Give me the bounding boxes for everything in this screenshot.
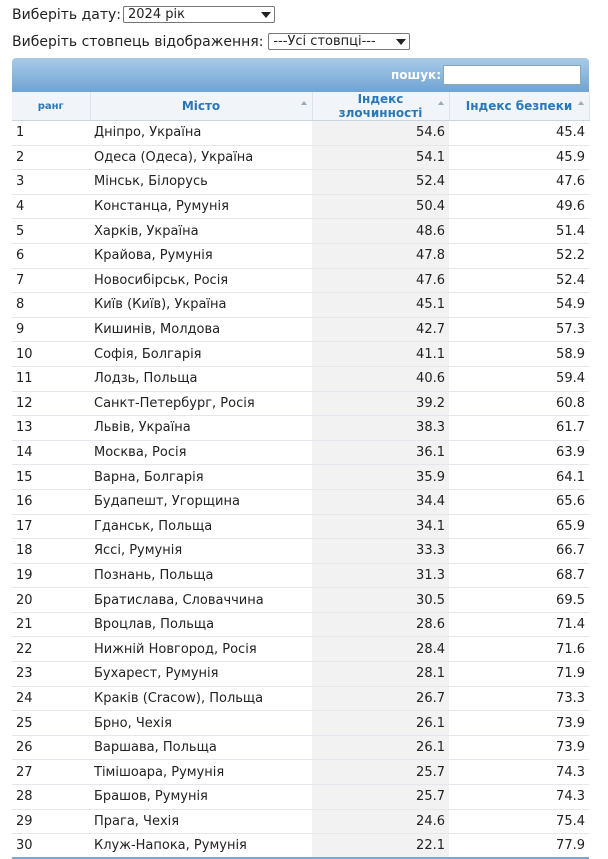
- crime-index-cell: 25.7: [312, 760, 449, 785]
- table-row: [12, 243, 589, 268]
- safety-index-cell: 49.6: [449, 194, 589, 219]
- rank-cell: 25: [12, 711, 90, 736]
- table-row: [12, 465, 589, 490]
- column-label: Виберіть стовпець відображення:: [12, 33, 264, 50]
- date-row: [12, 4, 596, 25]
- crime-index-cell: 52.4: [312, 170, 449, 195]
- safety-index-cell: 69.5: [449, 588, 589, 613]
- crime-index-cell: 26.7: [312, 686, 449, 711]
- safety-index-cell: 75.4: [449, 809, 589, 834]
- table-row: [12, 366, 589, 391]
- rank-cell: 12: [12, 391, 90, 416]
- table-row: [12, 809, 589, 834]
- safety-index-cell: 71.4: [449, 612, 589, 637]
- rank-cell: 29: [12, 809, 90, 834]
- safety-index-cell: 65.9: [449, 514, 589, 539]
- search-bar: [12, 58, 589, 92]
- crime-index-cell: 24.6: [312, 809, 449, 834]
- chevron-down-icon: [261, 12, 271, 18]
- rank-cell: 30: [12, 834, 90, 859]
- safety-index-cell: 71.6: [449, 637, 589, 662]
- rank-cell: 3: [12, 170, 90, 195]
- safety-index-cell: 60.8: [449, 391, 589, 416]
- rank-cell: 19: [12, 563, 90, 588]
- crime-index-cell: 54.1: [312, 145, 449, 170]
- safety-index-cell: 51.4: [449, 219, 589, 244]
- city-cell: Клуж-Напока, Румунія: [90, 834, 312, 859]
- crime-index-cell: 54.6: [312, 121, 449, 146]
- safety-index-cell: 57.3: [449, 317, 589, 342]
- crime-index-cell: 47.8: [312, 243, 449, 268]
- sort-icon: [578, 101, 584, 105]
- table-row: [12, 489, 589, 514]
- search-label: пошук:: [390, 68, 441, 82]
- rank-cell: 15: [12, 465, 90, 490]
- chevron-down-icon: [396, 39, 406, 45]
- crime-index-cell: 47.6: [312, 268, 449, 293]
- rank-cell: 13: [12, 416, 90, 441]
- safety-index-cell: 73.9: [449, 735, 589, 760]
- crime-index-cell: 38.3: [312, 416, 449, 441]
- city-cell: Варшава, Польща: [90, 735, 312, 760]
- crime-index-cell: 35.9: [312, 465, 449, 490]
- safety-index-cell: 68.7: [449, 563, 589, 588]
- crime-index-cell: 26.1: [312, 735, 449, 760]
- crime-index-cell: 42.7: [312, 317, 449, 342]
- crime-index-cell: 22.1: [312, 834, 449, 859]
- table-row: [12, 170, 589, 195]
- header-city-label: Місто: [181, 99, 221, 113]
- rank-cell: 27: [12, 760, 90, 785]
- safety-index-cell: 52.2: [449, 243, 589, 268]
- table-row: [12, 342, 589, 367]
- crime-index-cell: 40.6: [312, 366, 449, 391]
- table-row: [12, 588, 589, 613]
- rank-cell: 6: [12, 243, 90, 268]
- safety-index-cell: 77.9: [449, 834, 589, 859]
- rank-cell: 5: [12, 219, 90, 244]
- rank-cell: 20: [12, 588, 90, 613]
- rank-cell: 11: [12, 366, 90, 391]
- crime-index-cell: 28.1: [312, 662, 449, 687]
- city-cell: Москва, Росія: [90, 440, 312, 465]
- rank-cell: 22: [12, 637, 90, 662]
- rank-cell: 10: [12, 342, 90, 367]
- city-cell: Київ (Київ), Україна: [90, 293, 312, 318]
- rank-cell: 8: [12, 293, 90, 318]
- table-row: [12, 785, 589, 810]
- city-cell: Лодзь, Польща: [90, 366, 312, 391]
- city-cell: Братислава, Словаччина: [90, 588, 312, 613]
- city-cell: Львів, Україна: [90, 416, 312, 441]
- safety-index-cell: 45.9: [449, 145, 589, 170]
- header-crime-label: Індекс злочинності: [338, 92, 423, 120]
- crime-index-cell: 39.2: [312, 391, 449, 416]
- city-cell: Нижній Новгород, Росія: [90, 637, 312, 662]
- column-row: [12, 31, 596, 52]
- safety-index-cell: 73.9: [449, 711, 589, 736]
- city-cell: Бухарест, Румунія: [90, 662, 312, 687]
- crime-index-cell: 48.6: [312, 219, 449, 244]
- safety-index-cell: 63.9: [449, 440, 589, 465]
- safety-index-cell: 71.9: [449, 662, 589, 687]
- rank-cell: 2: [12, 145, 90, 170]
- city-cell: Гданськ, Польща: [90, 514, 312, 539]
- safety-index-cell: 61.7: [449, 416, 589, 441]
- rank-cell: 16: [12, 489, 90, 514]
- header-safety-label: Індекс безпеки: [465, 99, 573, 113]
- rank-cell: 26: [12, 735, 90, 760]
- column-select[interactable]: [268, 33, 410, 50]
- crime-index-cell: 25.7: [312, 785, 449, 810]
- table-row: [12, 145, 589, 170]
- city-cell: Вроцлав, Польща: [90, 612, 312, 637]
- table-row: [12, 268, 589, 293]
- rank-cell: 24: [12, 686, 90, 711]
- crime-index-cell: 31.3: [312, 563, 449, 588]
- safety-index-cell: 74.3: [449, 785, 589, 810]
- rank-cell: 18: [12, 539, 90, 564]
- table-row: [12, 637, 589, 662]
- safety-index-cell: 54.9: [449, 293, 589, 318]
- date-label: Виберіть дату:: [12, 6, 121, 23]
- city-cell: Будапешт, Угорщина: [90, 489, 312, 514]
- table-header-row: [12, 92, 589, 121]
- rank-cell: 7: [12, 268, 90, 293]
- city-cell: Варна, Болгарія: [90, 465, 312, 490]
- safety-index-cell: 52.4: [449, 268, 589, 293]
- table-row: [12, 760, 589, 785]
- table-row: [12, 317, 589, 342]
- header-crime-index[interactable]: [312, 92, 449, 121]
- table-row: [12, 219, 589, 244]
- safety-index-cell: 74.3: [449, 760, 589, 785]
- rank-cell: 4: [12, 194, 90, 219]
- crime-index-cell: 26.1: [312, 711, 449, 736]
- city-cell: Кишинів, Молдова: [90, 317, 312, 342]
- rank-cell: 23: [12, 662, 90, 687]
- city-cell: Харків, Україна: [90, 219, 312, 244]
- table-row: [12, 121, 589, 146]
- header-rank[interactable]: ранг: [12, 92, 90, 121]
- crime-index-cell: 34.4: [312, 489, 449, 514]
- rank-cell: 9: [12, 317, 90, 342]
- table-row: [12, 662, 589, 687]
- safety-index-cell: 65.6: [449, 489, 589, 514]
- crime-index-cell: 34.1: [312, 514, 449, 539]
- city-cell: Одеса (Одеса), Україна: [90, 145, 312, 170]
- table-row: [12, 416, 589, 441]
- city-cell: Мінськ, Білорусь: [90, 170, 312, 195]
- safety-index-cell: 64.1: [449, 465, 589, 490]
- table-row: [12, 686, 589, 711]
- search-input[interactable]: [443, 65, 581, 85]
- header-safety-index[interactable]: [449, 92, 589, 121]
- safety-index-cell: 59.4: [449, 366, 589, 391]
- table-row: [12, 612, 589, 637]
- rank-cell: 21: [12, 612, 90, 637]
- safety-index-cell: 73.3: [449, 686, 589, 711]
- city-cell: Прага, Чехія: [90, 809, 312, 834]
- controls: [0, 0, 608, 52]
- city-cell: Софія, Болгарія: [90, 342, 312, 367]
- date-select[interactable]: [123, 6, 275, 23]
- rank-cell: 17: [12, 514, 90, 539]
- city-cell: Брашов, Румунія: [90, 785, 312, 810]
- table-body: [12, 121, 589, 859]
- table-row: [12, 194, 589, 219]
- table-row: [12, 539, 589, 564]
- table-row: [12, 440, 589, 465]
- table-row: [12, 514, 589, 539]
- safety-index-cell: 66.7: [449, 539, 589, 564]
- city-cell: Брно, Чехія: [90, 711, 312, 736]
- safety-index-cell: 45.4: [449, 121, 589, 146]
- rank-cell: 14: [12, 440, 90, 465]
- crime-index-cell: 41.1: [312, 342, 449, 367]
- city-cell: Тімішоара, Румунія: [90, 760, 312, 785]
- crime-index-cell: 30.5: [312, 588, 449, 613]
- city-cell: Новосибірськ, Росія: [90, 268, 312, 293]
- city-cell: Яссі, Румунія: [90, 539, 312, 564]
- crime-index-cell: 50.4: [312, 194, 449, 219]
- crime-index-cell: 36.1: [312, 440, 449, 465]
- sort-icon: [301, 101, 307, 105]
- table-row: [12, 735, 589, 760]
- city-cell: Констанца, Румунія: [90, 194, 312, 219]
- city-cell: Краків (Cracow), Польща: [90, 686, 312, 711]
- table-row: [12, 391, 589, 416]
- table-row: [12, 293, 589, 318]
- crime-index-cell: 33.3: [312, 539, 449, 564]
- crime-index-cell: 28.6: [312, 612, 449, 637]
- city-cell: Санкт-Петербург, Росія: [90, 391, 312, 416]
- table-row: [12, 563, 589, 588]
- table-row: [12, 711, 589, 736]
- rank-cell: 1: [12, 121, 90, 146]
- city-cell: Познань, Польща: [90, 563, 312, 588]
- city-cell: Дніпро, Україна: [90, 121, 312, 146]
- header-city[interactable]: [90, 92, 312, 121]
- crime-index-cell: 45.1: [312, 293, 449, 318]
- column-select-value: ---Усі стовпці---: [273, 34, 376, 49]
- safety-index-cell: 58.9: [449, 342, 589, 367]
- sort-icon: [438, 101, 444, 105]
- date-select-value: 2024 рік: [128, 7, 185, 22]
- safety-index-cell: 47.6: [449, 170, 589, 195]
- crime-index-cell: 28.4: [312, 637, 449, 662]
- city-cell: Крайова, Румунія: [90, 243, 312, 268]
- rank-cell: 28: [12, 785, 90, 810]
- ranking-table-container: [12, 58, 589, 859]
- ranking-table: [12, 92, 590, 859]
